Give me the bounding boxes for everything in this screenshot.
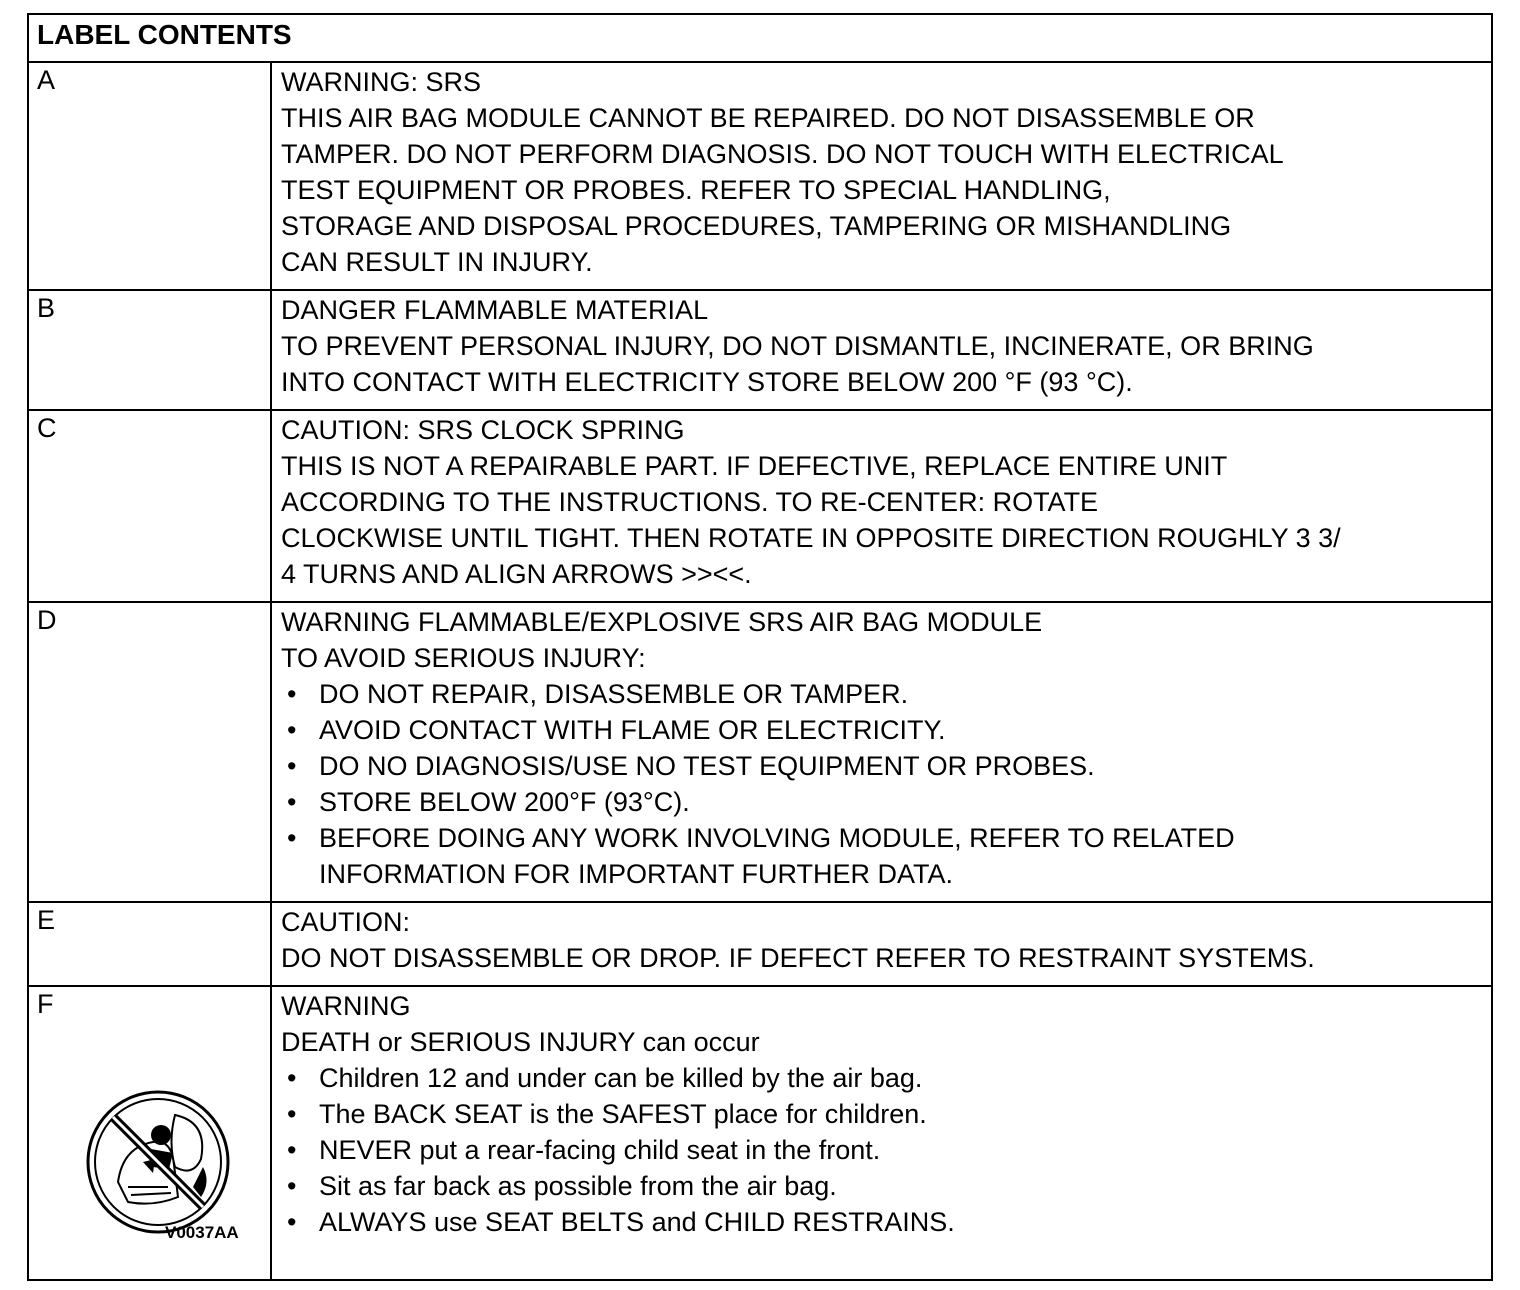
text-line: 4 TURNS AND ALIGN ARROWS >><<. bbox=[281, 559, 752, 589]
bullet-item: • ALWAYS use SEAT BELTS and CHILD RESTRAINS. bbox=[281, 1204, 1483, 1240]
row-content bbox=[272, 987, 1491, 1279]
row-label: B bbox=[29, 291, 272, 409]
table-row-c bbox=[29, 411, 1491, 603]
text-line: CAUTION: SRS CLOCK SPRING bbox=[281, 415, 685, 445]
text-line: TO AVOID SERIOUS INJURY: bbox=[281, 643, 646, 673]
table-row-f bbox=[29, 987, 1491, 1279]
table-row-d bbox=[29, 603, 1491, 903]
text-line: WARNING FLAMMABLE/EXPLOSIVE SRS AIR BAG MODULE bbox=[281, 607, 1043, 637]
text-line: WARNING: SRS bbox=[281, 67, 482, 97]
table-row-a bbox=[29, 63, 1491, 291]
row-content bbox=[272, 63, 1491, 289]
text-line: ACCORDING TO THE INSTRUCTIONS. TO RE-CENTER: ROTATE bbox=[281, 487, 1099, 517]
row-content bbox=[272, 411, 1491, 601]
bullet-item: • Sit as far back as possible from the air bag. bbox=[281, 1168, 1483, 1204]
text-line: TEST EQUIPMENT OR PROBES. REFER TO SPECIAL HANDLING, bbox=[281, 175, 1111, 205]
bullet-item: • The BACK SEAT is the SAFEST place for children. bbox=[281, 1096, 1483, 1132]
bullet-item: • BEFORE DOING ANY WORK INVOLVING MODULE, REFER TO RELATED INFORMATION FOR IMPORTANT FURTHER DATA. bbox=[281, 820, 1359, 892]
row-label: F bbox=[37, 989, 54, 1019]
bullet-list bbox=[281, 1060, 1483, 1240]
bullet-item: • AVOID CONTACT WITH FLAME OR ELECTRICITY. bbox=[281, 712, 1483, 748]
figure-code: V0037AA bbox=[165, 1223, 239, 1242]
text-line: DANGER FLAMMABLE MATERIAL bbox=[281, 295, 709, 325]
text-line: THIS IS NOT A REPAIRABLE PART. IF DEFECTIVE, REPLACE ENTIRE UNIT bbox=[281, 451, 1228, 481]
bullet-item: • STORE BELOW 200°F (93°C). bbox=[281, 784, 1483, 820]
row-label: A bbox=[29, 63, 272, 289]
text-line: CAN RESULT IN INJURY. bbox=[281, 247, 593, 277]
row-content bbox=[272, 603, 1491, 901]
bullet-item: • NEVER put a rear-facing child seat in the front. bbox=[281, 1132, 1483, 1168]
row-label: E bbox=[29, 903, 272, 985]
table-row-e bbox=[29, 903, 1491, 987]
text-line: DO NOT DISASSEMBLE OR DROP. IF DEFECT REFER TO RESTRAINT SYSTEMS. bbox=[281, 943, 1315, 973]
text-line: INTO CONTACT WITH ELECTRICITY STORE BELOW 200 °F (93 °C). bbox=[281, 367, 1133, 397]
text-line: TO PREVENT PERSONAL INJURY, DO NOT DISMANTLE, INCINERATE, OR BRING bbox=[281, 331, 1314, 361]
row-label: C bbox=[29, 411, 272, 601]
text-line: DEATH or SERIOUS INJURY can occur bbox=[281, 1027, 760, 1057]
bullet-item: • Children 12 and under can be killed by the air bag. bbox=[281, 1060, 1483, 1096]
label-contents-table bbox=[27, 13, 1493, 1281]
table-row-b bbox=[29, 291, 1491, 411]
text-line: TAMPER. DO NOT PERFORM DIAGNOSIS. DO NOT TOUCH WITH ELECTRICAL bbox=[281, 139, 1284, 169]
row-content bbox=[272, 903, 1491, 985]
row-label: D bbox=[29, 603, 272, 901]
bullet-list bbox=[281, 676, 1483, 892]
row-content bbox=[272, 291, 1491, 409]
text-line: THIS AIR BAG MODULE CANNOT BE REPAIRED. DO NOT DISASSEMBLE OR bbox=[281, 103, 1255, 133]
text-line: CAUTION: bbox=[281, 907, 411, 937]
text-line: CLOCKWISE UNTIL TIGHT. THEN ROTATE IN OPPOSITE DIRECTION ROUGHLY 3 3/ bbox=[281, 523, 1341, 553]
table-header: LABEL CONTENTS bbox=[29, 15, 1491, 63]
text-line: STORAGE AND DISPOSAL PROCEDURES, TAMPERING OR MISHANDLING bbox=[281, 211, 1232, 241]
no-child-airbag-icon bbox=[83, 1087, 233, 1237]
row-label-cell bbox=[29, 987, 272, 1279]
text-line: WARNING bbox=[281, 991, 411, 1021]
bullet-item: • DO NOT REPAIR, DISASSEMBLE OR TAMPER. bbox=[281, 676, 1483, 712]
bullet-item: • DO NO DIAGNOSIS/USE NO TEST EQUIPMENT OR PROBES. bbox=[281, 748, 1483, 784]
